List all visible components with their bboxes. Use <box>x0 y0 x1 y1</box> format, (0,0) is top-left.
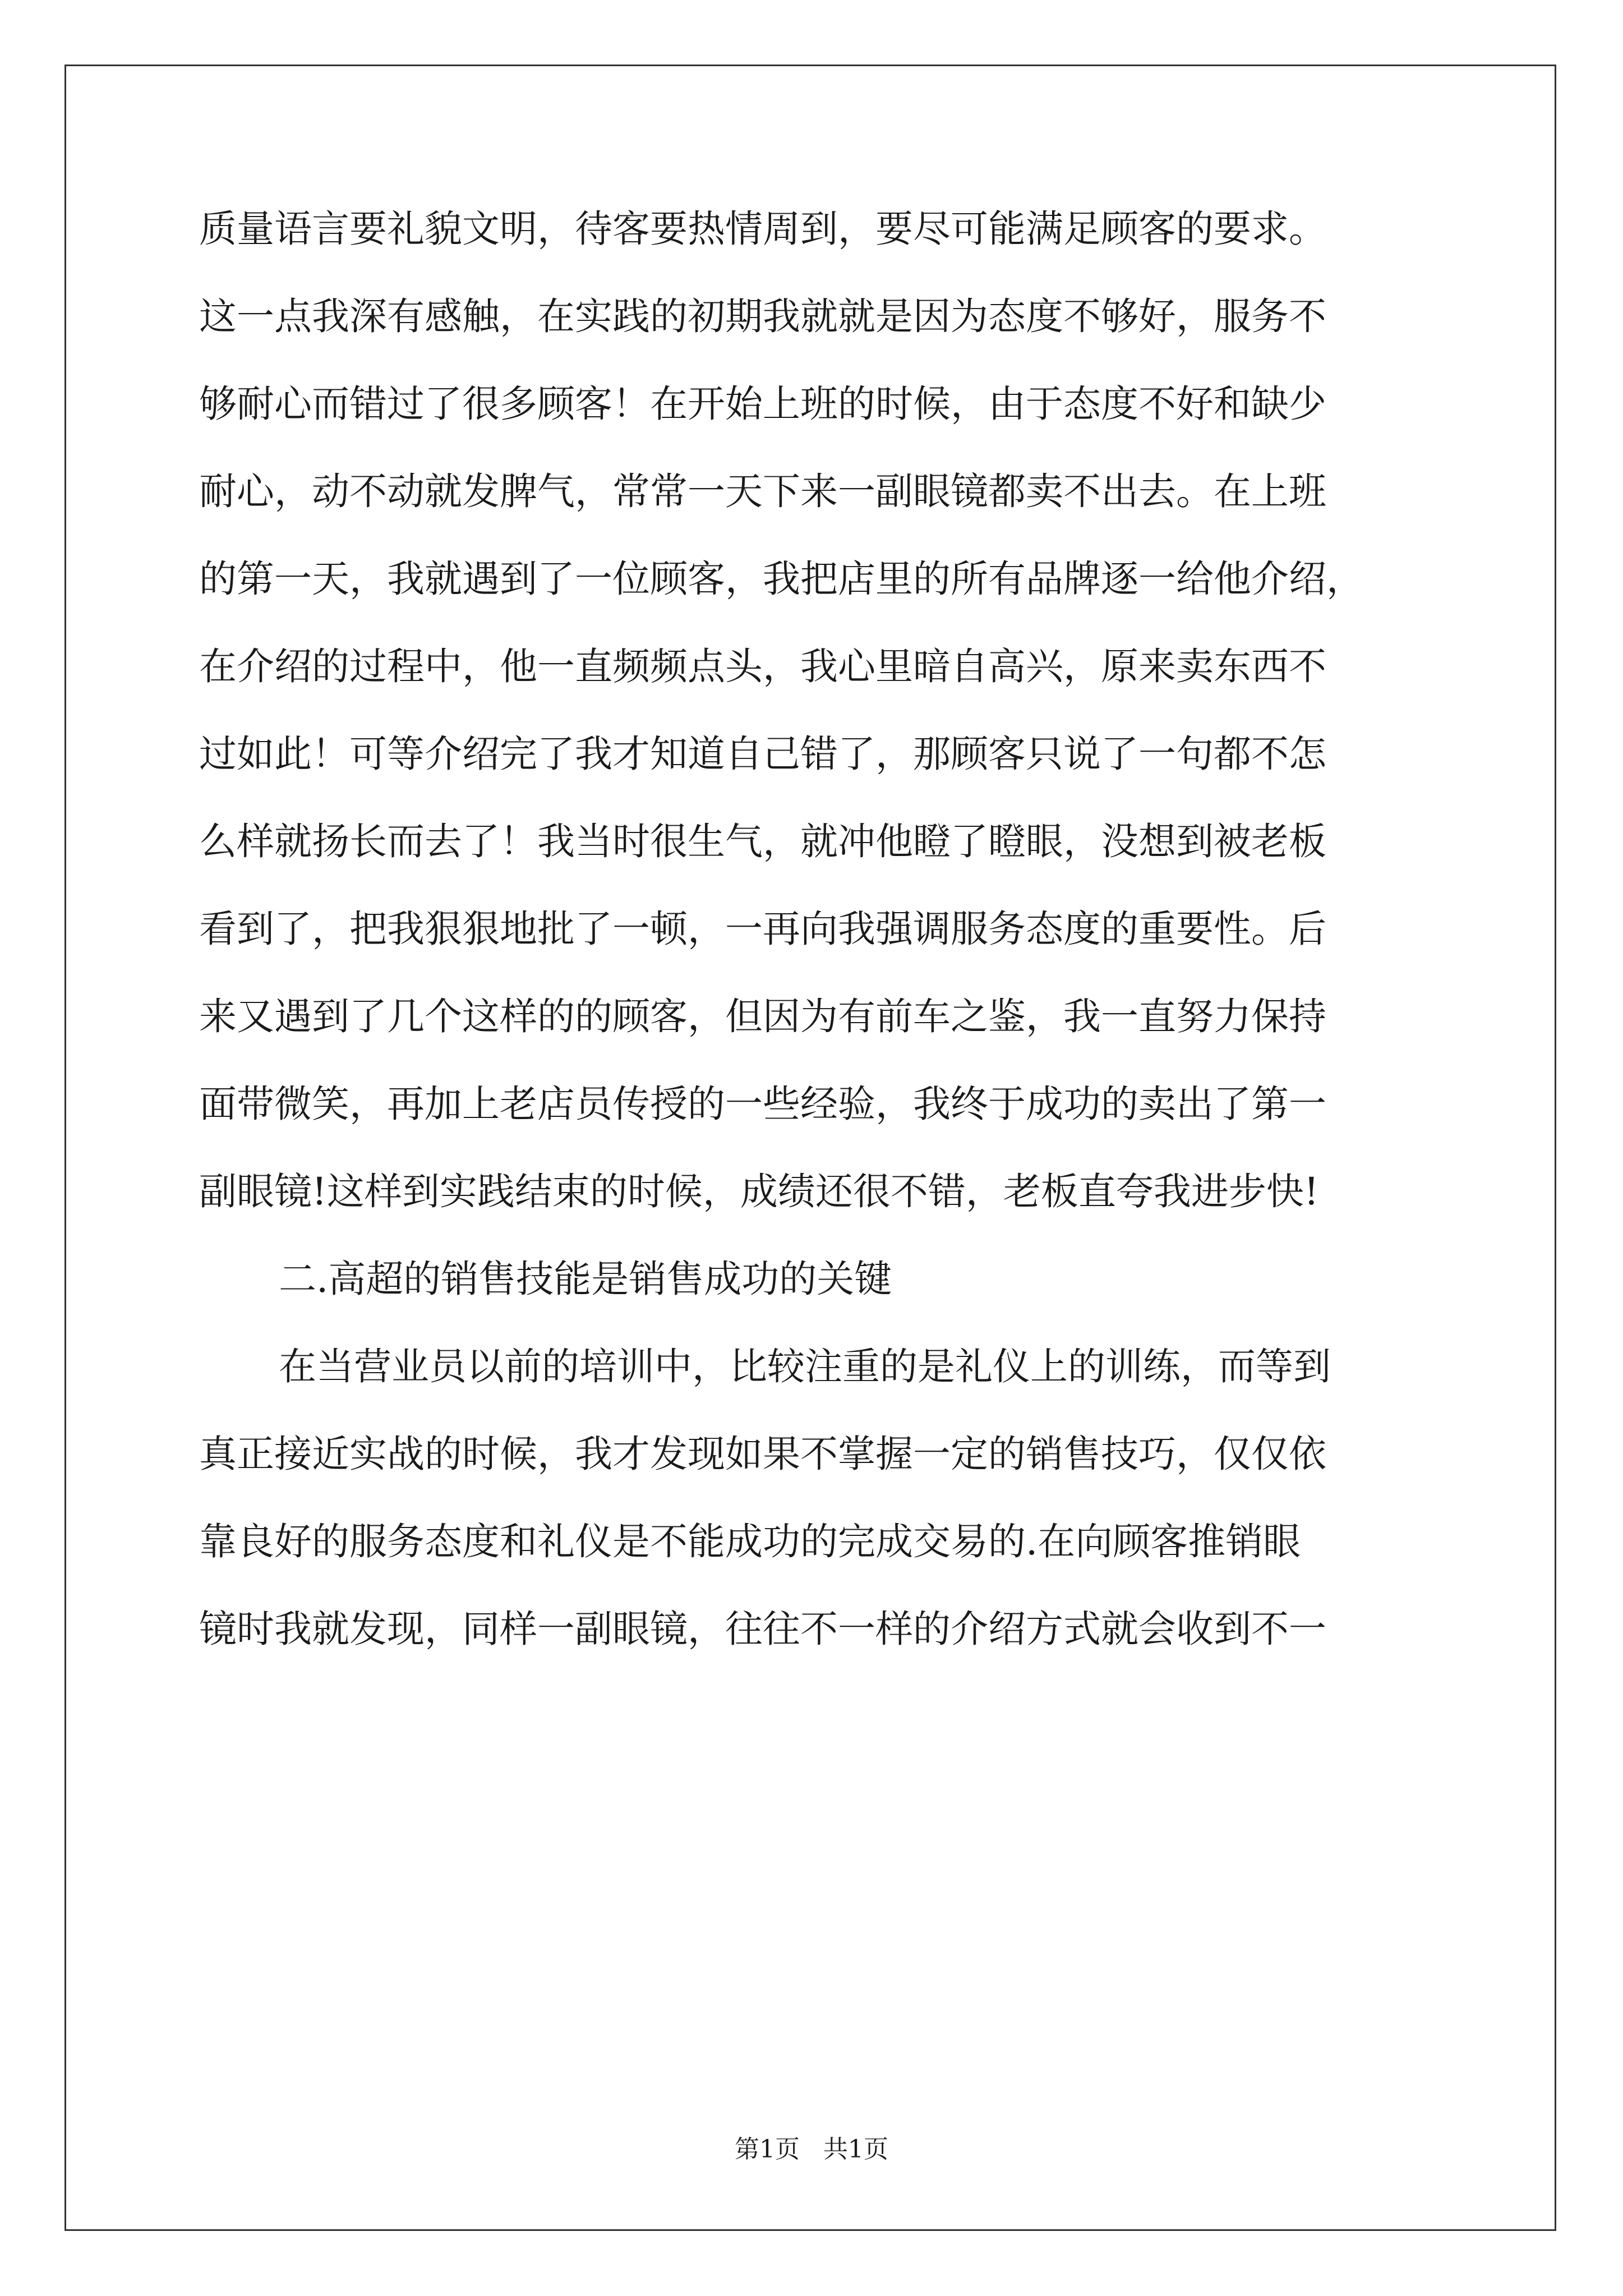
text-line: 真正接近实战的时候，我才发现如果不掌握一定的销售技巧，仅仅依 <box>199 1432 1326 1476</box>
text-line: 么样就扬长而去了！我当时很生气，就冲他瞪了瞪眼，没想到被老板 <box>199 820 1326 863</box>
text-line: 的第一天，我就遇到了一位顾客，我把店里的所有品牌逐一给他介绍， <box>199 557 1364 601</box>
text-line: 够耐心而错过了很多顾客！在开始上班的时候，由于态度不好和缺少 <box>199 382 1326 426</box>
text-line: 这一点我深有感触，在实践的初期我就就是因为态度不够好，服务不 <box>199 295 1326 338</box>
text-line: 看到了，把我狠狠地批了一顿，一再向我强调服务态度的重要性。后 <box>199 907 1326 951</box>
section-heading: 二.高超的销售技能是销售成功的关键 <box>279 1257 892 1301</box>
text-line: 来又遇到了几个这样的的顾客，但因为有前车之鉴，我一直努力保持 <box>199 995 1326 1038</box>
text-line: 在介绍的过程中，他一直频频点头，我心里暗自高兴，原来卖东西不 <box>199 645 1326 688</box>
page-number-footer: 第1页 共1页 <box>735 2135 888 2164</box>
text-line: 耐心，动不动就发脾气，常常一天下来一副眼镜都卖不出去。在上班 <box>199 470 1326 513</box>
text-line: 靠良好的服务态度和礼仪是不能成功的完成交易的.在向顾客推销眼 <box>199 1520 1301 1563</box>
text-line: 面带微笑，再加上老店员传授的一些经验，我终于成功的卖出了第一 <box>199 1082 1326 1126</box>
text-line: 过如此！可等介绍完了我才知道自己错了，那顾客只说了一句都不怎 <box>199 732 1326 776</box>
text-line: 在当营业员以前的培训中，比较注重的是礼仪上的训练，而等到 <box>279 1345 1331 1388</box>
text-line: 镜时我就发现，同样一副眼镜，往往不一样的介绍方式就会收到不一 <box>199 1607 1326 1651</box>
text-line: 副眼镜!这样到实践结束的时候，成绩还很不错，老板直夸我进步快! <box>199 1170 1319 1213</box>
text-line: 质量语言要礼貌文明，待客要热情周到，要尽可能满足顾客的要求。 <box>199 207 1326 251</box>
